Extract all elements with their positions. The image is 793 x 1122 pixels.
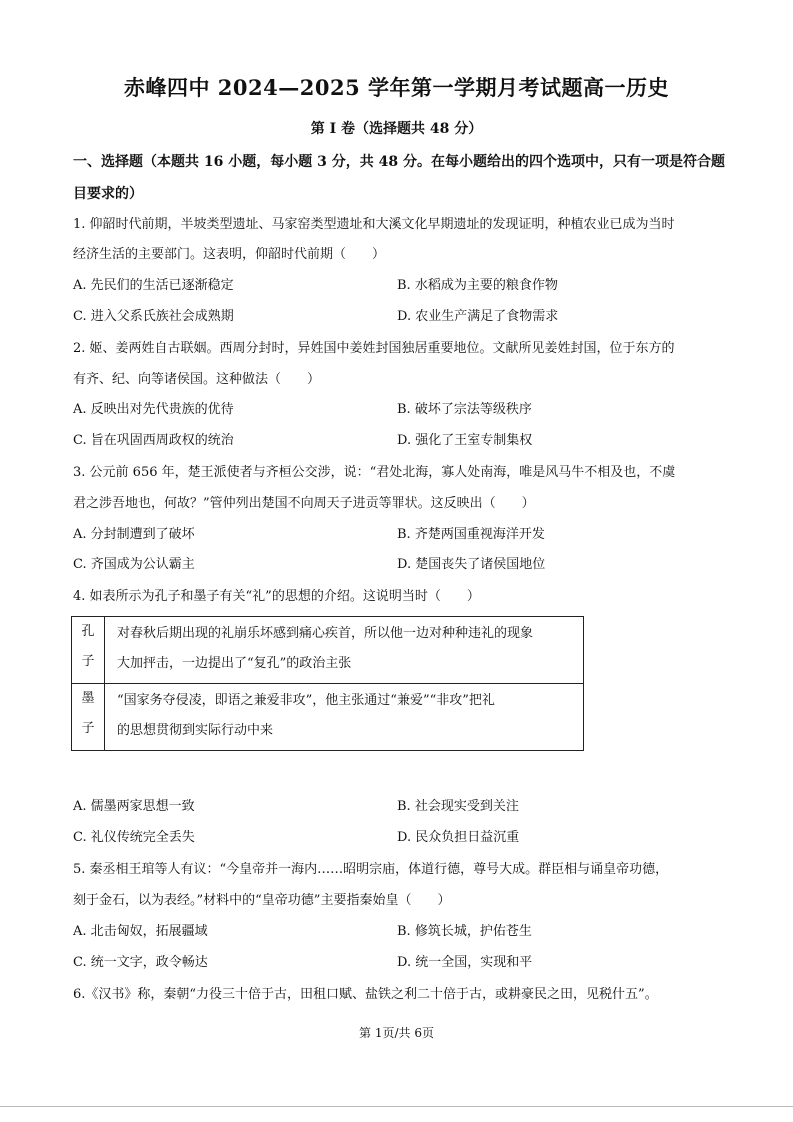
question-3-line-1: 3. 公元前 656 年，楚王派使者与齐桓公交涉，说：“君处北海，寡人处南海，唯是风马牛不相及也，不虞: [73, 465, 676, 480]
section-subtitle: 第 I 卷（选择题共 48 分）: [310, 121, 483, 137]
table-key-char: 子: [81, 721, 95, 736]
question-4-option-a: A. 儒墨两家思想一致: [73, 799, 195, 814]
question-4-option-d: D. 民众负担日益沉重: [397, 830, 520, 845]
table-value-cell: [105, 617, 584, 684]
question-5-line-1: 5. 秦丞相王琯等人有议：“今皇帝并一海内……昭明宗庙，体道行德，尊号大成。群臣相与诵皇帝功德，: [73, 862, 669, 877]
table-value-line: 的思想贯彻到实际行动中来: [117, 723, 274, 738]
question-2-option-d: D. 强化了王室专制集权: [397, 433, 533, 448]
question-5-option-c: C. 统一文字，政令畅达: [73, 955, 208, 970]
question-4-option-b: B. 社会现实受到关注: [397, 799, 519, 814]
bottom-divider: [0, 1106, 793, 1107]
table-value-line: 大加抨击，一边提出了“复孔”的政治主张: [117, 656, 352, 671]
question-1-option-c: C. 进入父系氏族社会成熟期: [73, 309, 234, 324]
question-2-line-2: 有齐、纪、向等诸侯国。这种做法（ ）: [73, 372, 321, 387]
question-1-option-a: A. 先民们的生活已逐渐稳定: [73, 278, 234, 293]
section-instructions: 一、选择题（本题共 16 小题，每小题 3 分，共 48 分。在每小题给出的四个选项中，只有一项是符合题目要求的）: [73, 154, 725, 202]
question-5-line-2: 刻于金石，以为表经。”材料中的“皇帝功德”主要指秦始皇（ ）: [73, 893, 451, 908]
question-1-option-d: D. 农业生产满足了食物需求: [397, 309, 559, 324]
question-1-line-1: 1. 仰韶时代前期，半坡类型遗址、马家窑类型遗址和大溪文化早期遗址的发现证明，种植农业已成为当时: [73, 217, 675, 232]
table-value-cell: [105, 684, 584, 751]
question-2-option-b: B. 破坏了宗法等级秩序: [397, 402, 532, 417]
question-6-line-1: 6.《汉书》称，秦朝“力役三十倍于古，田租口赋、盐铁之利二十倍于古，或耕豪民之田，见税什五”。: [73, 987, 658, 1002]
table-value-line: “国家务夺侵凌，即语之兼爱非攻”，他主张通过“兼爱”“非攻”把礼: [117, 693, 495, 708]
question-3-option-b: B. 齐楚两国重视海洋开发: [397, 527, 545, 542]
table-key-char: 孔: [81, 624, 95, 639]
question-5-option-a: A. 北击匈奴，拓展疆域: [73, 924, 208, 939]
question-1-line-2: 经济生活的主要部门。这表明，仰韶时代前期（ ）: [73, 247, 386, 262]
question-5-option-d: D. 统一全国，实现和平: [397, 955, 533, 970]
question-3-option-c: C. 齐国成为公认霸主: [73, 557, 195, 572]
page-footer: 第 1页/共 6页: [359, 1026, 434, 1040]
table-key-cell: [72, 684, 105, 751]
question-2-option-a: A. 反映出对先代贵族的优待: [73, 402, 234, 417]
table-row: [72, 684, 584, 751]
thinker-table: [71, 616, 584, 751]
question-3-option-a: A. 分封制遭到了破坏: [73, 527, 195, 542]
table-key-char: 子: [81, 654, 95, 669]
table-key-char: 墨: [81, 691, 95, 706]
question-3-option-d: D. 楚国丧失了诸侯国地位: [397, 557, 546, 572]
question-3-line-2: 君之涉吾地也，何故？”管仲列出楚国不向周天子进贡等罪状。这反映出（ ）: [73, 496, 535, 511]
question-4-option-c: C. 礼仪传统完全丢失: [73, 830, 195, 845]
question-2-line-1: 2. 姬、姜两姓自古联姻。西周分封时，异姓国中姜姓封国独居重要地位。文献所见姜姓封国，位于东方的: [73, 341, 675, 356]
question-5-option-b: B. 修筑长城，护佑苍生: [397, 924, 532, 939]
question-4-line-1: 4. 如表所示为孔子和墨子有关“礼”的思想的介绍。这说明当时（ ）: [73, 589, 480, 604]
table-row: [72, 617, 584, 684]
question-2-option-c: C. 旨在巩固西周政权的统治: [73, 433, 234, 448]
table-key-cell: [72, 617, 105, 684]
table-value-line: 对春秋后期出现的礼崩乐坏感到痛心疾首，所以他一边对种种违礼的现象: [117, 626, 534, 641]
page-title: 赤峰四中 2024—2025 学年第一学期月考试题高一历史: [123, 75, 669, 100]
question-1-option-b: B. 水稻成为主要的粮食作物: [397, 278, 558, 293]
